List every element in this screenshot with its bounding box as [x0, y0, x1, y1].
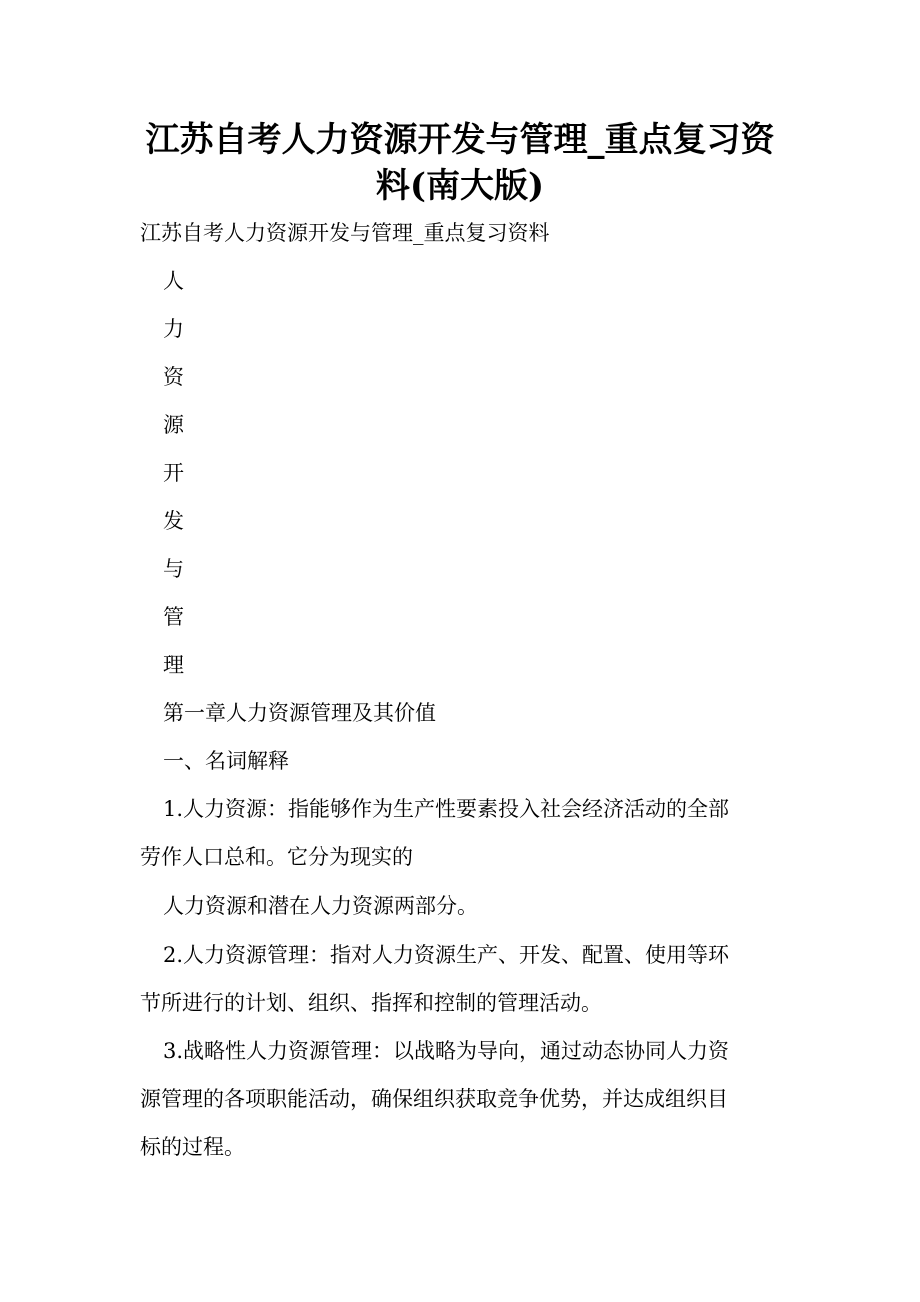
vertical-char: 人: [163, 269, 184, 293]
definition-2-line-1: 2.人力资源管理：指对人力资源生产、开发、配置、使用等环: [163, 943, 730, 967]
section-heading: 一、名词解释: [163, 749, 289, 773]
definition-2-line-2: 节所进行的计划、组织、指挥和控制的管理活动。: [140, 991, 602, 1015]
vertical-char: 与: [163, 557, 184, 581]
definition-3-line-2: 源管理的各项职能活动，确保组织获取竞争优势，并达成组织目: [140, 1087, 728, 1111]
definition-3-line-3: 标的过程。: [140, 1135, 245, 1159]
vertical-char: 资: [163, 365, 184, 389]
definition-1-line-1: 1.人力资源：指能够作为生产性要素投入社会经济活动的全部: [163, 797, 730, 821]
vertical-char: 源: [163, 413, 184, 437]
chapter-heading: 第一章人力资源管理及其价值: [163, 701, 436, 725]
vertical-char: 力: [163, 317, 184, 341]
definition-1-line-2: 劳作人口总和。它分为现实的: [140, 845, 413, 869]
vertical-char: 开: [163, 461, 184, 485]
definition-3-line-1: 3.战略性人力资源管理：以战略为导向，通过动态协同人力资: [163, 1039, 730, 1063]
vertical-char: 管: [163, 605, 184, 629]
document-title-line-2: 料(南大版): [375, 166, 545, 206]
vertical-char: 发: [163, 509, 184, 533]
vertical-char: 理: [163, 653, 184, 677]
document-title-line-1: 江苏自考人力资源开发与管理_重点复习资: [145, 120, 775, 160]
definition-1-line-3: 人力资源和潜在人力资源两部分。: [163, 894, 478, 918]
document-subtitle: 江苏自考人力资源开发与管理_重点复习资料: [140, 221, 550, 245]
